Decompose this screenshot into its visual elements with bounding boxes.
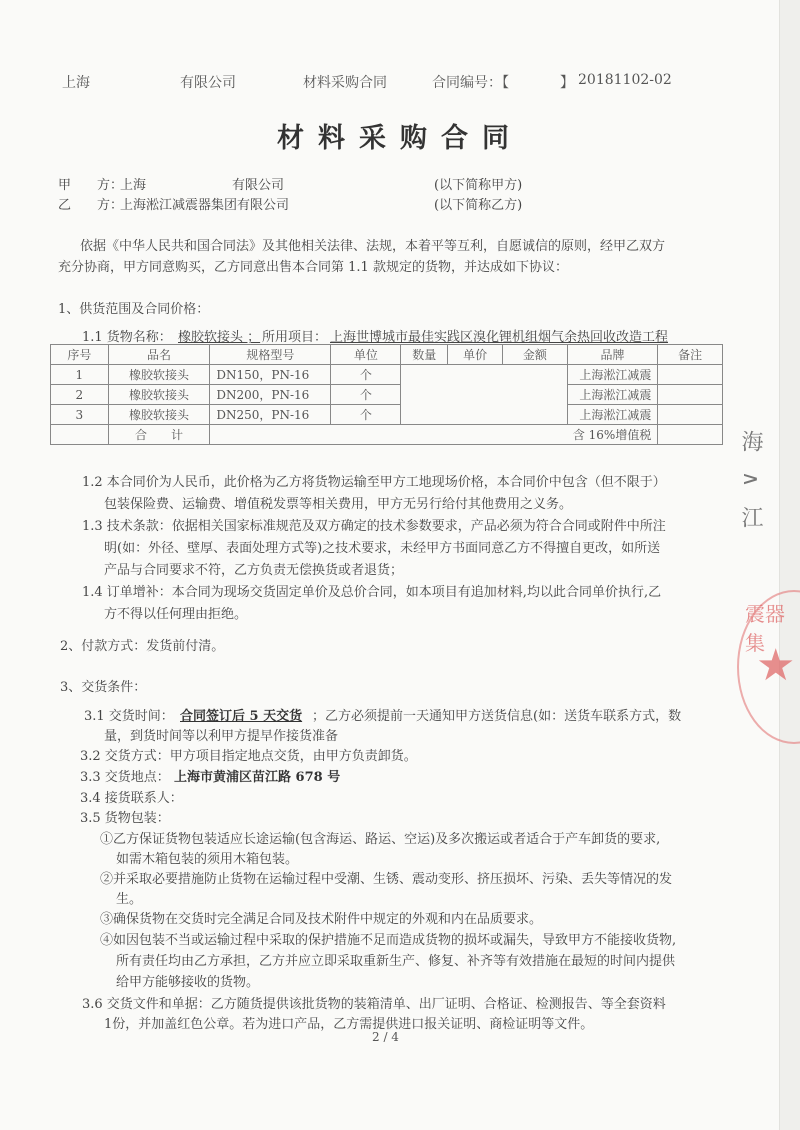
seal-text: 震器集 xyxy=(745,602,785,655)
col-header-price: 单价 xyxy=(448,345,503,365)
packing-point-3: ③确保货物在交货时完全满足合同及技术附件中规定的外观和内在品质要求。 xyxy=(100,912,543,927)
header-company-city: 上海 xyxy=(62,75,90,91)
item-1-3-line-3: 产品与合同要求不符，乙方负责无偿换货或者退货； xyxy=(104,563,404,578)
item-1-3-line-1: 1.3 技术条款：依据相关国家标准规范及双方确定的技术参数要求，产品必须为符合合同或附件中所注 xyxy=(82,519,666,534)
row-name: 橡胶软接头 xyxy=(108,405,210,425)
row-spec: DN200，PN-16 xyxy=(210,385,331,405)
row-unit: 个 xyxy=(331,385,401,405)
item-1-1-prefix: 1.1 货物名称： xyxy=(82,330,172,345)
item-3-6-line-2: 1份，并加盖红色公章。若为进口产品，乙方需提供进口报关证明、商检证明等文件。 xyxy=(104,1017,594,1032)
row-note xyxy=(658,385,723,405)
party-a-suffix: 有限公司 xyxy=(232,178,285,193)
party-b-name: 上海淞江减震器集团有限公司 xyxy=(120,198,290,213)
row-spec: DN150，PN-16 xyxy=(210,365,331,385)
col-header-note: 备注 xyxy=(658,345,723,365)
col-header-amount: 金额 xyxy=(503,345,568,365)
table-row xyxy=(51,365,723,385)
row-brand: 上海淞江减震 xyxy=(567,385,658,405)
header-contract-no-label: 合同编号：【 xyxy=(432,75,509,91)
seal-star-icon: ★ xyxy=(756,640,796,691)
item-3-5-heading: 3.5 货物包装： xyxy=(80,811,170,826)
page-title: 材料采购合同 xyxy=(277,123,523,154)
row-brand: 上海淞江减震 xyxy=(567,405,658,425)
header-contract-no-close: 】 xyxy=(560,75,574,91)
row-spec: DN250，PN-16 xyxy=(210,405,331,425)
item-3-2: 3.2 交货方式：甲方项目指定地点交货，由甲方负责卸货。 xyxy=(80,749,417,764)
goods-table xyxy=(50,344,723,445)
section3-heading: 3、交货条件： xyxy=(60,680,147,695)
packing-point-4-line-2: 所有责任均由乙方承担，乙方并应立即采取重新生产、修复、补齐等有效措施在最短的时间内提供 xyxy=(116,954,676,969)
table-row xyxy=(51,405,723,425)
goods-name: 橡胶软接头 ； xyxy=(178,330,261,345)
party-a-city: 上海 xyxy=(120,178,147,193)
row-unit: 个 xyxy=(331,405,401,425)
row-no: 1 xyxy=(51,365,109,385)
project-name: 上海世博城市最佳实践区溴化锂机组烟气余热回收改造工程 xyxy=(330,330,669,345)
row-name: 橡胶软接头 xyxy=(108,385,210,405)
packing-point-1-line-1: ①乙方保证货物包装适应长途运输(包含海运、路运、空运)及多次搬运或者适合于产车卸货的要求, xyxy=(100,832,661,847)
section2-heading: 2、付款方式：发货前付清。 xyxy=(60,639,225,654)
row-name: 橡胶软接头 xyxy=(108,365,210,385)
header-doc-type: 材料采购合同 xyxy=(303,75,387,91)
col-header-spec: 规格型号 xyxy=(210,345,331,365)
table-header-row xyxy=(51,345,723,365)
header-company-suffix: 有限公司 xyxy=(180,75,236,91)
item-3-6-line-1: 3.6 交货文件和单据：乙方随货提供该批货物的装箱清单、出厂证明、合格证、检测报告、等全套资料 xyxy=(82,997,666,1012)
col-header-brand: 品牌 xyxy=(567,345,658,365)
row-unit: 个 xyxy=(331,365,401,385)
page-number: 2 / 4 xyxy=(372,1030,399,1044)
binding-mark: 海 ∧ 江 xyxy=(738,430,763,535)
item-3-1-line-2: 量，到货时间等以利甲方提早作接货准备 xyxy=(104,729,339,744)
row-note xyxy=(658,405,723,425)
col-header-unit: 单位 xyxy=(331,345,401,365)
party-a-label: 甲 方： xyxy=(58,178,124,193)
item-1-3-line-2: 明(如：外径、壁厚、表面处理方式等)之技术要求，未经甲方书面同意乙方不得擅自更改，如所送 xyxy=(104,541,661,556)
item-1-2-line-1: 1.2 本合同价为人民币，此价格为乙方将货物运输至甲方工地现场价格，本合同价中包含（但不限于） xyxy=(82,475,666,490)
item-3-4: 3.4 接货联系人： xyxy=(80,791,183,806)
preamble-line-1: 依据《中华人民共和国合同法》及其他相关法律、法规，本着平等互利，自愿诚信的原则，经甲乙双方 xyxy=(80,239,666,254)
item-3-3-prefix: 3.3 交货地点： xyxy=(80,770,170,785)
packing-point-2-line-1: ②并采取必要措施防止货物在运输过程中受潮、生锈、震动变形、挤压损坏、污染、丢失等情况的发 xyxy=(100,872,673,887)
table-total-row xyxy=(51,425,723,445)
col-header-name: 品名 xyxy=(108,345,210,365)
packing-point-4-line-3: 给甲方能够接收的货物。 xyxy=(116,975,260,990)
header-contract-no: 20181102-02 xyxy=(578,72,672,88)
table-row xyxy=(51,385,723,405)
col-header-no: 序号 xyxy=(51,345,109,365)
total-label: 合 计 xyxy=(108,425,210,445)
item-1-4-line-1: 1.4 订单增补：本合同为现场交货固定单价及总价合同，如本项目有追加材料,均以此合同单价执行,乙 xyxy=(82,585,662,600)
party-b-label: 乙 方： xyxy=(58,198,124,213)
row-qty-price-amount-blank xyxy=(401,365,567,425)
packing-point-4-line-1: ④如因包装不当或运输过程中采取的保护措施不足而造成货物的损坏或漏失，导致甲方不能接收货物, xyxy=(100,933,677,948)
scan-edge xyxy=(779,0,800,1130)
total-blank xyxy=(51,425,109,445)
row-note xyxy=(658,365,723,385)
packing-point-1-line-2: 如需木箱包装的须用木箱包装。 xyxy=(116,852,299,867)
item-1-4-line-2: 方不得以任何理由拒绝。 xyxy=(104,607,248,622)
total-note-blank xyxy=(658,425,723,445)
row-no: 3 xyxy=(51,405,109,425)
row-brand: 上海淞江减震 xyxy=(567,365,658,385)
section1-heading: 1、供货范围及合同价格： xyxy=(58,302,210,317)
delivery-time: 合同签订后 5 天交货 xyxy=(180,709,303,724)
project-label: 所用项目： xyxy=(262,330,328,345)
col-header-qty: 数量 xyxy=(401,345,448,365)
total-note: 含 16%增值税 xyxy=(210,425,658,445)
row-no: 2 xyxy=(51,385,109,405)
party-a-alias: (以下简称甲方) xyxy=(434,178,523,193)
item-3-1-prefix: 3.1 交货时间： xyxy=(84,709,174,724)
party-b-alias: (以下简称乙方) xyxy=(434,198,523,213)
item-3-1-rest: ；乙方必须提前一天通知甲方送货信息(如：送货车联系方式，数 xyxy=(312,709,682,724)
delivery-address: 上海市黄浦区苗江路 678 号 xyxy=(174,770,341,785)
preamble-line-2: 充分协商，甲方同意购买，乙方同意出售本合同第 1.1 款规定的货物，并达成如下协议： xyxy=(58,260,568,275)
item-1-2-line-2: 包装保险费、运输费、增值税发票等相关费用，甲方无另行给付其他费用之义务。 xyxy=(104,497,573,512)
packing-point-2-line-2: 生。 xyxy=(116,892,143,907)
